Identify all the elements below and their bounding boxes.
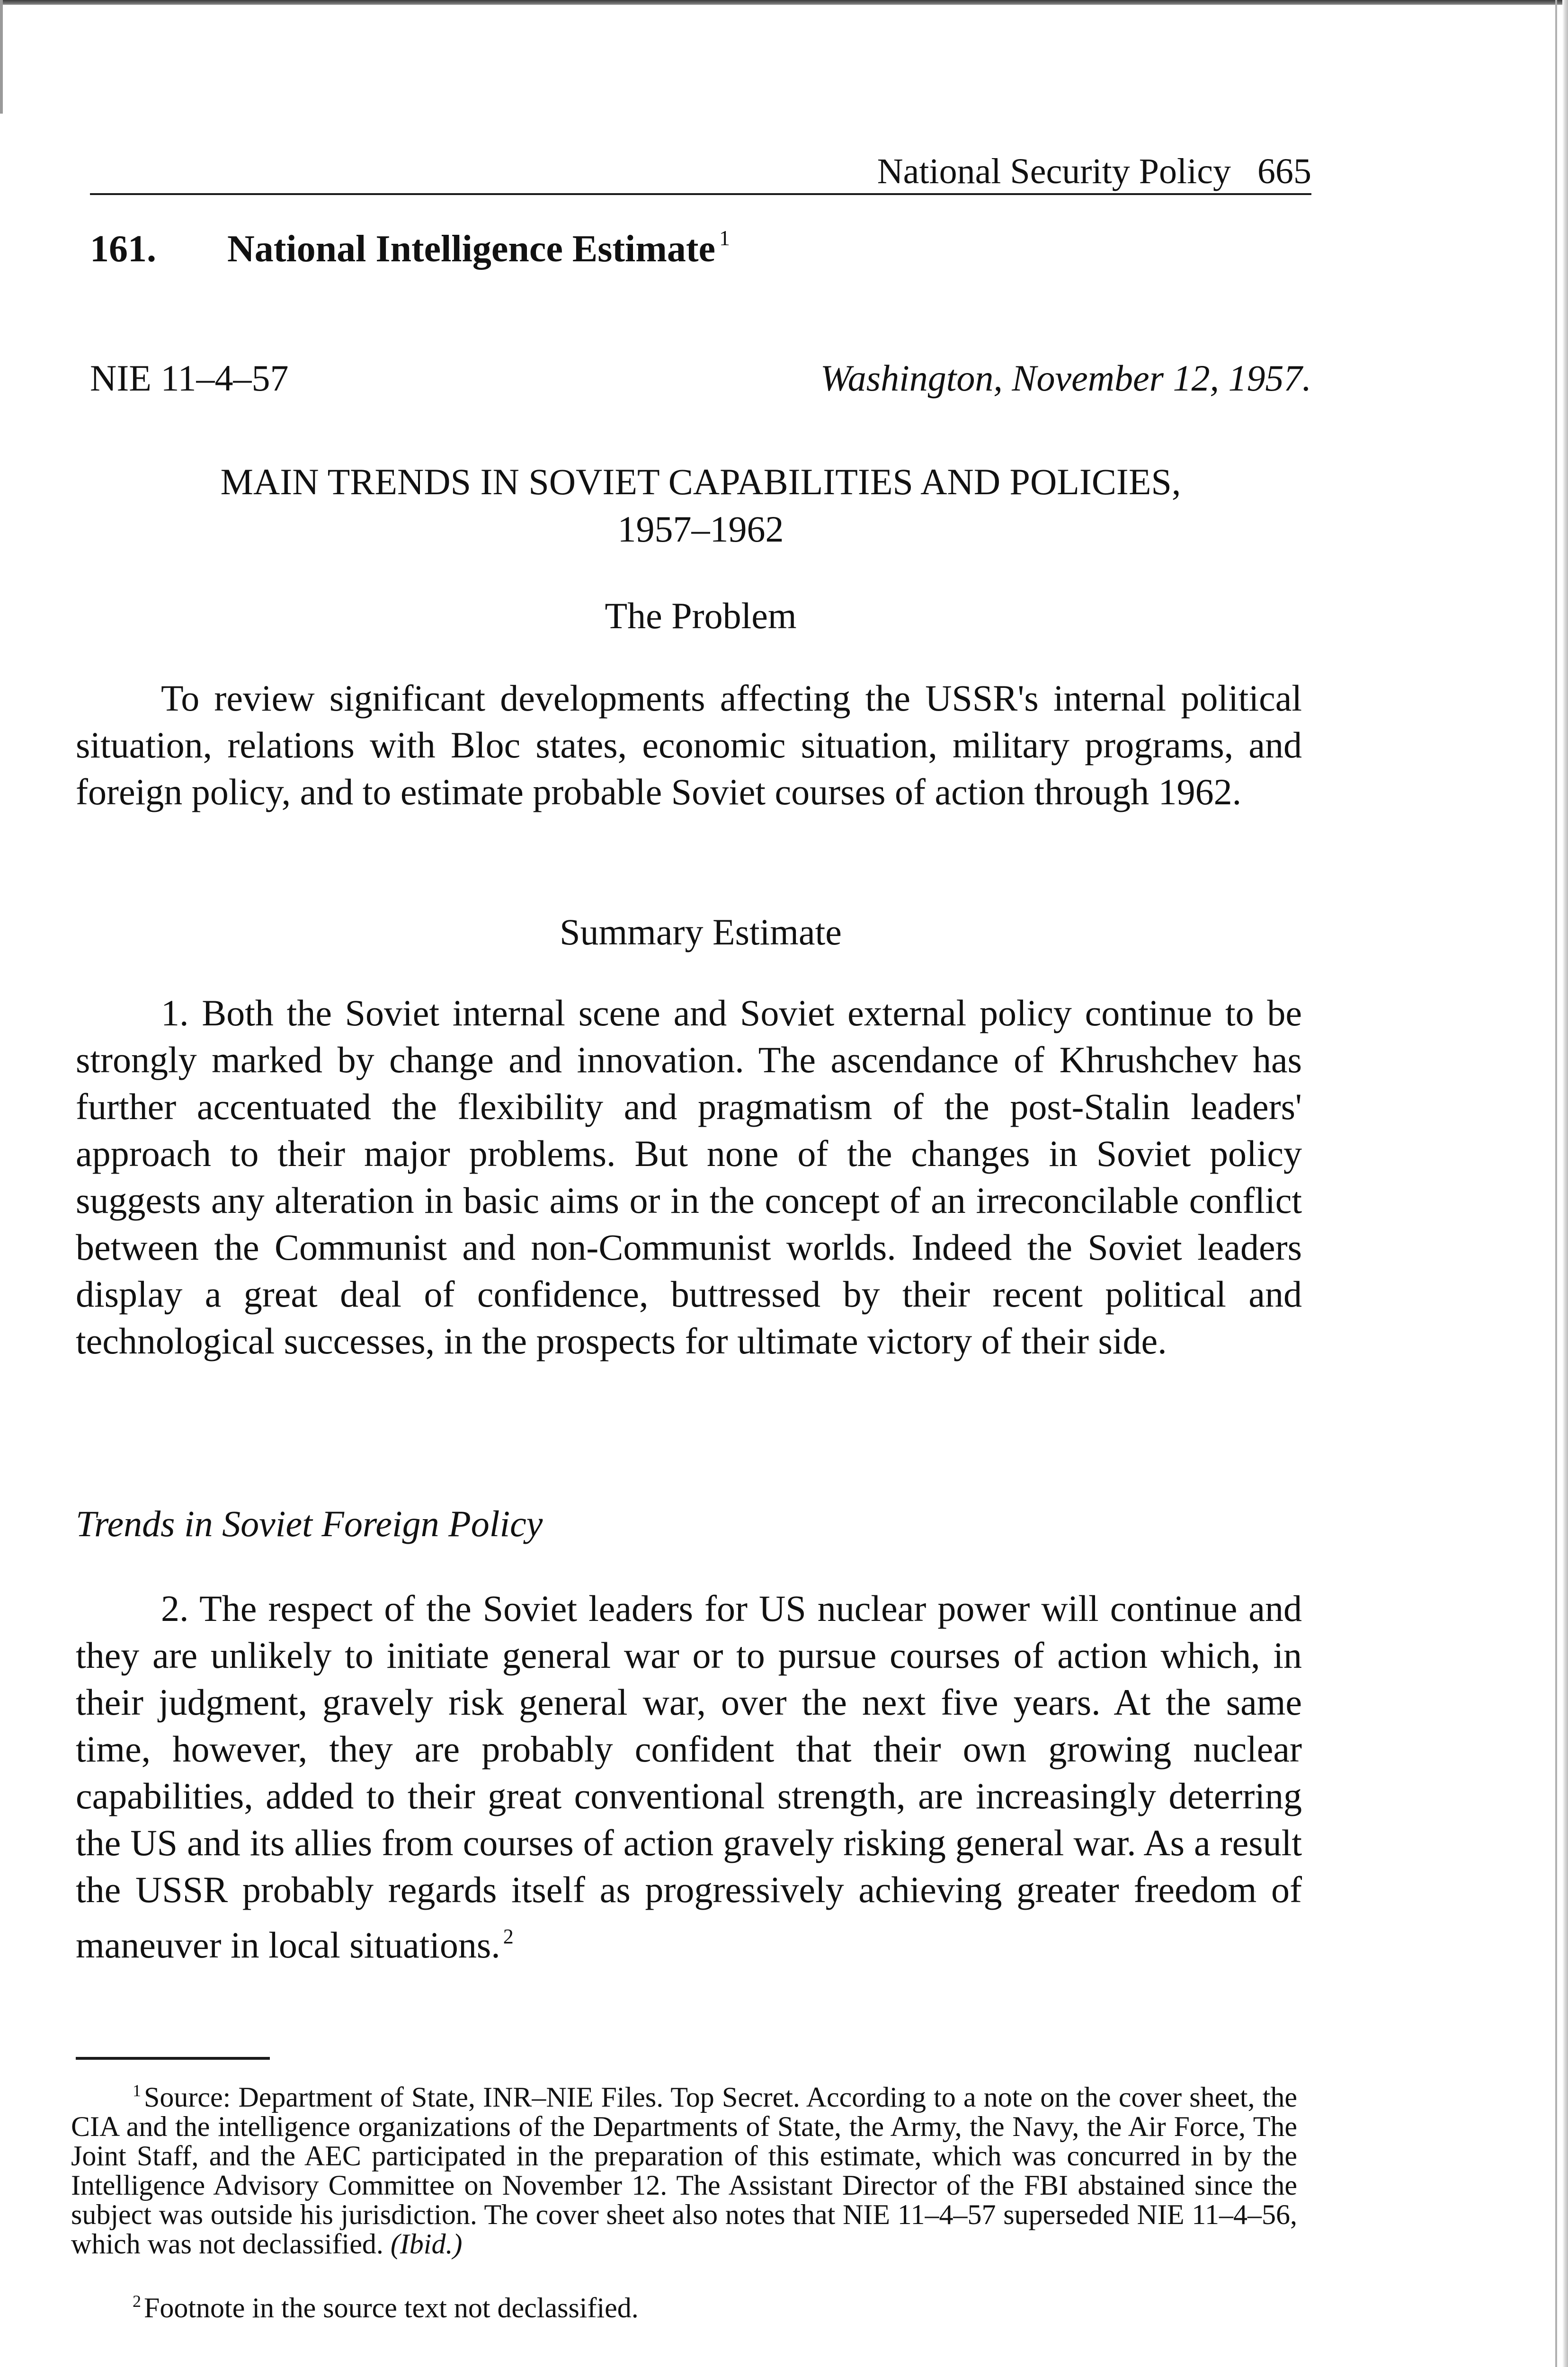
summary-heading: Summary Estimate — [560, 911, 842, 952]
paragraph-2-text: 2. The respect of the Soviet leaders for US nuclear power will continue and they are unlikely to initiate general war or to pursue courses of action which, in their judgment, gravely risk general war, over the next five years. At the same time, however, they are probably confident that their own growing nuclear capabilities, added to their great conventional strength, are increasingly deterring the US and its allies from courses of action gravely risking general war. As a result the USSR probably regards itself as progressively achieving greater freedom of maneuver in local situations. — [76, 1588, 1302, 1966]
footnote-2-text: Footnote in the source text not declassified. — [144, 2292, 639, 2323]
problem-heading: The Problem — [605, 595, 797, 636]
footnote-1 — [71, 2076, 1297, 2259]
footnote-1-ibid: (Ibid.) — [390, 2228, 463, 2260]
scan-edge-left — [0, 0, 3, 114]
document-id: NIE 11–4–57 — [90, 357, 289, 399]
scan-edge-right — [1562, 0, 1568, 2367]
page-number: 665 — [1257, 151, 1311, 191]
main-title — [90, 458, 1311, 553]
footnote-2-marker: 2 — [133, 2292, 141, 2311]
foreign-policy-heading: Trends in Soviet Foreign Policy — [76, 1503, 543, 1544]
main-title-line-1: MAIN TRENDS IN SOVIET CAPABILITIES AND POLICIES, — [220, 461, 1181, 502]
footnote-reference-2: 2 — [503, 1925, 514, 1948]
footnote-reference-1: 1 — [719, 226, 730, 250]
document-heading — [90, 227, 730, 268]
place-and-date: Washington, November 12, 1957. — [820, 357, 1311, 399]
running-head-title: National Security Policy — [877, 151, 1231, 191]
footnote-1-text: Source: Department of State, INR–NIE Files. Top Secret. According to a note on the cover sheet, the CIA and the intelligence organizations of the Departments of State, the Army, the Navy, the Air Force, The Joint Staff, and the AEC participated in the preparation of this estimate, which was concurred in by the Intelligence Advisory Committee on November 12. The Assistant Director of the FBI abstained since the subject was outside his jurisdiction. The cover sheet also notes that NIE 11–4–57 superseded NIE 11–4–56, which was not declassified. — [71, 2082, 1297, 2260]
main-title-line-2: 1957–1962 — [617, 508, 784, 550]
scan-edge-top — [0, 0, 1568, 5]
document-title: National Intelligence Estimate — [227, 228, 715, 270]
footnote-1-marker: 1 — [133, 2081, 141, 2100]
problem-paragraph: To review significant developments affecting the USSR's internal political situation, relations with Bloc states, economic situation, military programs, and foreign policy, and to estimate probable Soviet courses of action through 1962. — [76, 677, 1302, 812]
footnote-2 — [71, 2287, 1297, 2323]
running-head — [90, 137, 1311, 195]
foreign-policy-paragraph-2 — [76, 1585, 1302, 1968]
document-number: 161. — [90, 228, 156, 270]
scan-line-right — [1555, 0, 1557, 2367]
summary-paragraph-1: 1. Both the Soviet internal scene and Soviet external policy continue to be strongly marked by change and innovation. The ascendance of Khrushchev has further accentuated the flexibility and pragmatism of the post-Stalin leaders' approach to their major problems. But none of the changes in Soviet policy suggests any alteration in basic aims or in the concept of an irreconcilable conflict between the Communist and non-Communist worlds. Indeed the Soviet leaders display a great deal of confidence, buttressed by their recent political and technological successes, in the prospects for ultimate victory of their side. — [76, 992, 1302, 1361]
footnote-divider — [76, 2057, 270, 2060]
